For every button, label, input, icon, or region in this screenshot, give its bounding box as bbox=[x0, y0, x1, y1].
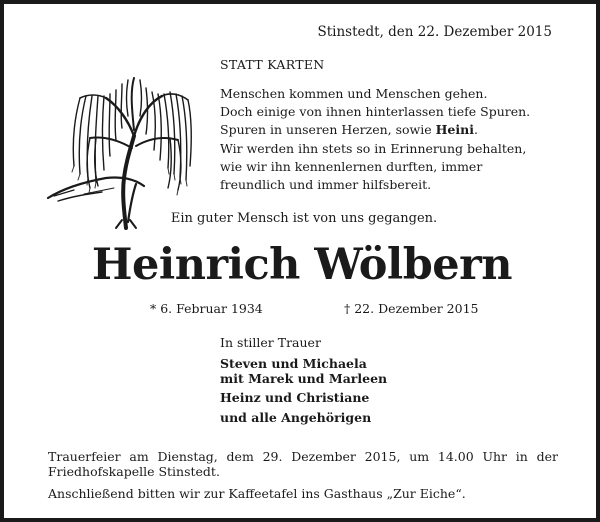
mourning-intro: In stiller Trauer bbox=[220, 335, 321, 350]
poem bbox=[220, 85, 530, 194]
poem-line-suffix: . bbox=[473, 122, 478, 138]
mourners-list bbox=[220, 357, 387, 430]
funeral-info: Trauerfeier am Dienstag, dem 29. Dezember 2015, um 14.00 Uhr in der Friedhofskapelle Stinstedt. bbox=[48, 449, 558, 479]
statt-karten-label: STATT KARTEN bbox=[220, 57, 325, 72]
mourner-line: mit Marek und Marleen bbox=[220, 370, 388, 386]
tagline bbox=[4, 211, 600, 226]
poem-line: Doch einige von ihnen hinterlassen tiefe Spuren. bbox=[220, 104, 531, 120]
tagline-text: Ein guter Mensch ist von uns gegangen. bbox=[170, 211, 438, 226]
mourner-line: und alle Angehörigen bbox=[220, 409, 372, 425]
poem-line: Wir werden ihn stets so in Erinnerung behalten, bbox=[220, 140, 527, 156]
reception-info: Anschließend bitten wir zur Kaffeetafel ins Gasthaus „Zur Eiche“. bbox=[48, 486, 466, 501]
poem-line bbox=[220, 121, 530, 139]
poem-line: freundlich und immer hilfsbereit. bbox=[220, 177, 432, 193]
mourner-line: Steven und Michaela bbox=[220, 356, 367, 371]
poem-line-text: Spuren in unseren Herzen, sowie bbox=[220, 122, 436, 138]
death-date: † 22. Dezember 2015 bbox=[344, 301, 479, 316]
weeping-willow-icon bbox=[44, 70, 194, 230]
birth-date: * 6. Februar 1934 bbox=[150, 301, 263, 316]
deceased-name: Heinrich Wölbern bbox=[91, 240, 513, 290]
mourner-group bbox=[220, 357, 387, 386]
mourner-group bbox=[220, 391, 387, 406]
poem-line: wie wir ihn kennenlernen durften, immer bbox=[220, 158, 483, 174]
mourner-group bbox=[220, 411, 387, 426]
nickname: Heini bbox=[435, 122, 474, 138]
mourner-line: Heinz und Christiane bbox=[220, 390, 370, 405]
poem-line: Menschen kommen und Menschen gehen. bbox=[220, 86, 488, 101]
date-line: Stinstedt, den 22. Dezember 2015 bbox=[317, 24, 552, 40]
